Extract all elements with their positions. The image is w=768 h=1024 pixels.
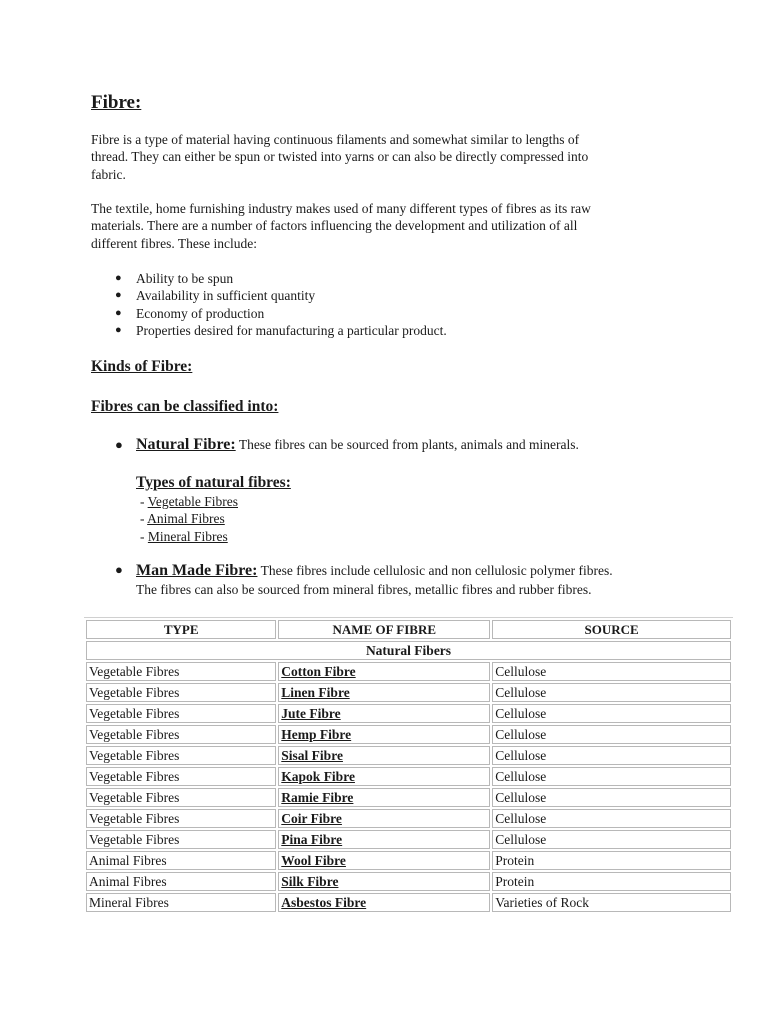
cell-type: Vegetable Fibres: [86, 725, 276, 744]
cell-fibre-name[interactable]: Pina Fibre: [278, 830, 490, 849]
cell-type: Mineral Fibres: [86, 893, 276, 912]
table-row: [86, 704, 731, 723]
paragraph-line: materials. There are a number of factors influencing the development and utilization of all: [91, 218, 578, 234]
paragraph-line: fabric.: [91, 166, 126, 182]
bullet-icon: ●: [115, 437, 123, 452]
man-made-fibre-item: [136, 561, 613, 599]
column-header-name: NAME OF FIBRE: [278, 620, 490, 639]
cell-source: Protein: [492, 851, 731, 870]
cell-fibre-name[interactable]: Cotton Fibre: [278, 662, 490, 681]
bullet-icon: ●: [115, 562, 123, 577]
natural-types-list: [140, 493, 238, 545]
bullet-icon: ●: [115, 306, 122, 319]
bullet-icon: ●: [115, 289, 122, 302]
cell-fibre-name[interactable]: Hemp Fibre: [278, 725, 490, 744]
industry-paragraph: [91, 200, 671, 252]
cell-fibre-name[interactable]: Jute Fibre: [278, 704, 490, 723]
column-header-type: TYPE: [86, 620, 276, 639]
fibre-table-wrapper: [84, 617, 733, 914]
cell-type: Vegetable Fibres: [86, 704, 276, 723]
table-row: [86, 809, 731, 828]
man-made-fibre-text-2: The fibres can also be sourced from mineral fibres, metallic fibres and rubber fibres.: [136, 582, 592, 597]
cell-fibre-name[interactable]: Kapok Fibre: [278, 767, 490, 786]
cell-fibre-name[interactable]: Wool Fibre: [278, 851, 490, 870]
paragraph-line: The textile, home furnishing industry makes used of many different types of fibres as its raw: [91, 201, 591, 216]
cell-source: Cellulose: [492, 662, 731, 681]
cell-type: Animal Fibres: [86, 872, 276, 891]
cell-type: Vegetable Fibres: [86, 809, 276, 828]
table-row: [86, 662, 731, 681]
table-row: [86, 893, 731, 912]
cell-type: Vegetable Fibres: [86, 662, 276, 681]
natural-fibre-label: Natural Fibre:: [136, 436, 236, 453]
intro-paragraph: [91, 131, 671, 183]
list-item: ● Ability to be spun: [115, 271, 234, 286]
column-header-source: SOURCE: [492, 620, 731, 639]
cell-source: Cellulose: [492, 788, 731, 807]
cell-type: Vegetable Fibres: [86, 683, 276, 702]
bullet-icon: ●: [115, 272, 122, 284]
cell-source: Cellulose: [492, 746, 731, 765]
table-row: [86, 767, 731, 786]
fibre-table: [84, 618, 733, 914]
cell-source: Cellulose: [492, 725, 731, 744]
cell-fibre-name[interactable]: Coir Fibre: [278, 809, 490, 828]
types-heading: Types of natural fibres:: [136, 474, 291, 491]
paragraph-line: Fibre is a type of material having continuous filaments and somewhat similar to lengths of: [91, 132, 580, 147]
classified-heading: Fibres can be classified into:: [91, 398, 279, 415]
cell-fibre-name[interactable]: Ramie Fibre: [278, 788, 490, 807]
natural-fibre-text: These fibres can be sourced from plants, animals and minerals.: [235, 437, 579, 452]
kinds-heading: Kinds of Fibre:: [91, 358, 193, 375]
cell-source: Cellulose: [492, 809, 731, 828]
section-label: Natural Fibers: [86, 641, 731, 660]
table-section-row: [86, 641, 731, 660]
list-item: ● Availability in sufficient quantity: [115, 288, 316, 304]
cell-type: Vegetable Fibres: [86, 767, 276, 786]
table-row: [86, 725, 731, 744]
list-item: ● Properties desired for manufacturing a particular product.: [115, 322, 447, 338]
table-row: [86, 851, 731, 870]
cell-source: Protein: [492, 872, 731, 891]
cell-source: Cellulose: [492, 767, 731, 786]
cell-type: Vegetable Fibres: [86, 830, 276, 849]
paragraph-line: thread. They can either be spun or twisted into yarns or can also be directly compressed into: [91, 149, 589, 165]
type-link-vegetable[interactable]: - Vegetable Fibres: [140, 494, 238, 509]
cell-fibre-name[interactable]: Asbestos Fibre: [278, 893, 490, 912]
cell-source: Cellulose: [492, 704, 731, 723]
cell-source: Cellulose: [492, 830, 731, 849]
man-made-fibre-label: Man Made Fibre:: [136, 562, 258, 579]
list-item: ● Economy of production: [115, 305, 265, 321]
cell-fibre-name[interactable]: Linen Fibre: [278, 683, 490, 702]
type-link-animal[interactable]: - Animal Fibres: [140, 511, 225, 527]
cell-fibre-name[interactable]: Sisal Fibre: [278, 746, 490, 765]
type-link-mineral[interactable]: - Mineral Fibres: [140, 528, 228, 544]
natural-fibre-item: [136, 436, 579, 454]
cell-source: Cellulose: [492, 683, 731, 702]
cell-type: Animal Fibres: [86, 851, 276, 870]
table-row: [86, 788, 731, 807]
table-header-row: [86, 620, 731, 639]
bullet-icon: ●: [115, 323, 122, 336]
cell-type: Vegetable Fibres: [86, 788, 276, 807]
table-row: [86, 746, 731, 765]
page-title: Fibre:: [91, 92, 142, 113]
factor-list: [91, 270, 447, 339]
table-row: [86, 830, 731, 849]
cell-fibre-name[interactable]: Silk Fibre: [278, 872, 490, 891]
table-row: [86, 683, 731, 702]
man-made-fibre-text: These fibres include cellulosic and non cellulosic polymer fibres.: [257, 563, 613, 578]
paragraph-line: different fibres. These include:: [91, 235, 257, 251]
table-row: [86, 872, 731, 891]
cell-type: Vegetable Fibres: [86, 746, 276, 765]
cell-source: Varieties of Rock: [492, 893, 731, 912]
